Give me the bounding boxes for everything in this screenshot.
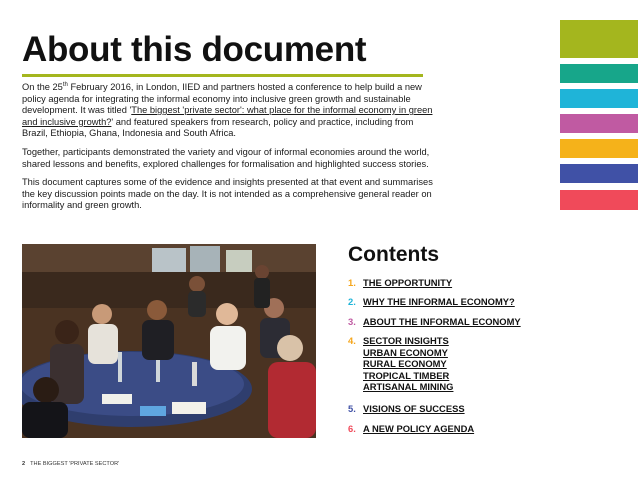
- page-number: 2: [22, 461, 26, 467]
- toc-subitem-rural-economy[interactable]: RURAL ECONOMY: [363, 358, 447, 370]
- intro-text: [22, 82, 436, 219]
- conference-photo-illustration: [22, 244, 316, 438]
- toc-item-2[interactable]: [348, 296, 515, 308]
- intro-paragraph-3: This document captures some of the evidence and insights presented at that event and summarises the key discussion points made on the day. It is not intended as a comprehensive general reader on informality and green growth.: [22, 177, 433, 211]
- swatch-3: [560, 89, 638, 108]
- toc-label[interactable]: THE OPPORTUNITY: [363, 277, 453, 288]
- ordinal-suffix: th: [62, 81, 68, 88]
- toc-item-5[interactable]: [348, 403, 465, 415]
- toc-number: 5.: [348, 403, 356, 414]
- swatch-2: [560, 64, 638, 83]
- intro-p1-middle: February 2016, in London, IIED and partners hosted a conference to help build a new policy agenda for integrating the informal economy into inclusive green growth and sustainable development. It was titled ': [22, 82, 422, 116]
- toc-item-6[interactable]: [348, 423, 474, 435]
- toc-label[interactable]: ABOUT THE INFORMAL ECONOMY: [363, 316, 521, 327]
- toc-number: 1.: [348, 277, 356, 288]
- conference-photo: [22, 244, 316, 438]
- title-rule: [22, 74, 423, 77]
- intro-p1-start: On the 25: [22, 82, 63, 92]
- toc-label[interactable]: WHY THE INFORMAL ECONOMY?: [363, 296, 515, 307]
- running-title: THE BIGGEST 'PRIVATE SECTOR': [30, 461, 120, 467]
- intro-paragraph-2: Together, participants demonstrated the variety and vigour of informal economies around the world, shared lessons and benefits, explored challenges for formalisation and highlighted success stories.: [22, 146, 430, 169]
- conference-title-link[interactable]: The biggest 'private sector': what place for the informal economy in green and inclusive growth?: [22, 105, 433, 127]
- toc-item-4[interactable]: [348, 335, 453, 393]
- toc-item-1[interactable]: [348, 277, 452, 289]
- toc-label[interactable]: VISIONS OF SUCCESS: [363, 403, 465, 414]
- toc-item-3[interactable]: [348, 316, 521, 328]
- toc-number: 4.: [348, 335, 356, 346]
- contents-heading: Contents: [348, 243, 439, 266]
- swatch-7: [560, 190, 638, 210]
- intro-p1-end: ' and featured speakers from research, policy and practice, including from Brazil, Ethiopia, Ghana, Indonesia and South Africa.: [22, 116, 414, 139]
- toc-sublist: [348, 347, 453, 393]
- toc-number: 2.: [348, 296, 356, 307]
- toc-label[interactable]: SECTOR INSIGHTS: [363, 335, 449, 346]
- toc-number: 3.: [348, 316, 356, 327]
- toc-subitem-artisanal-mining[interactable]: ARTISANAL MINING: [363, 381, 454, 393]
- page-footer: [22, 461, 119, 467]
- swatch-1: [560, 20, 638, 58]
- swatch-5: [560, 139, 638, 158]
- swatch-4: [560, 114, 638, 133]
- page-title: About this document: [22, 30, 367, 69]
- toc-label[interactable]: A NEW POLICY AGENDA: [363, 423, 475, 434]
- swatch-6: [560, 164, 638, 183]
- toc-number: 6.: [348, 423, 356, 434]
- toc-subitem-tropical-timber[interactable]: TROPICAL TIMBER: [363, 369, 450, 381]
- toc-subitem-urban-economy[interactable]: URBAN ECONOMY: [363, 346, 448, 358]
- intro-paragraph-1: [22, 82, 436, 140]
